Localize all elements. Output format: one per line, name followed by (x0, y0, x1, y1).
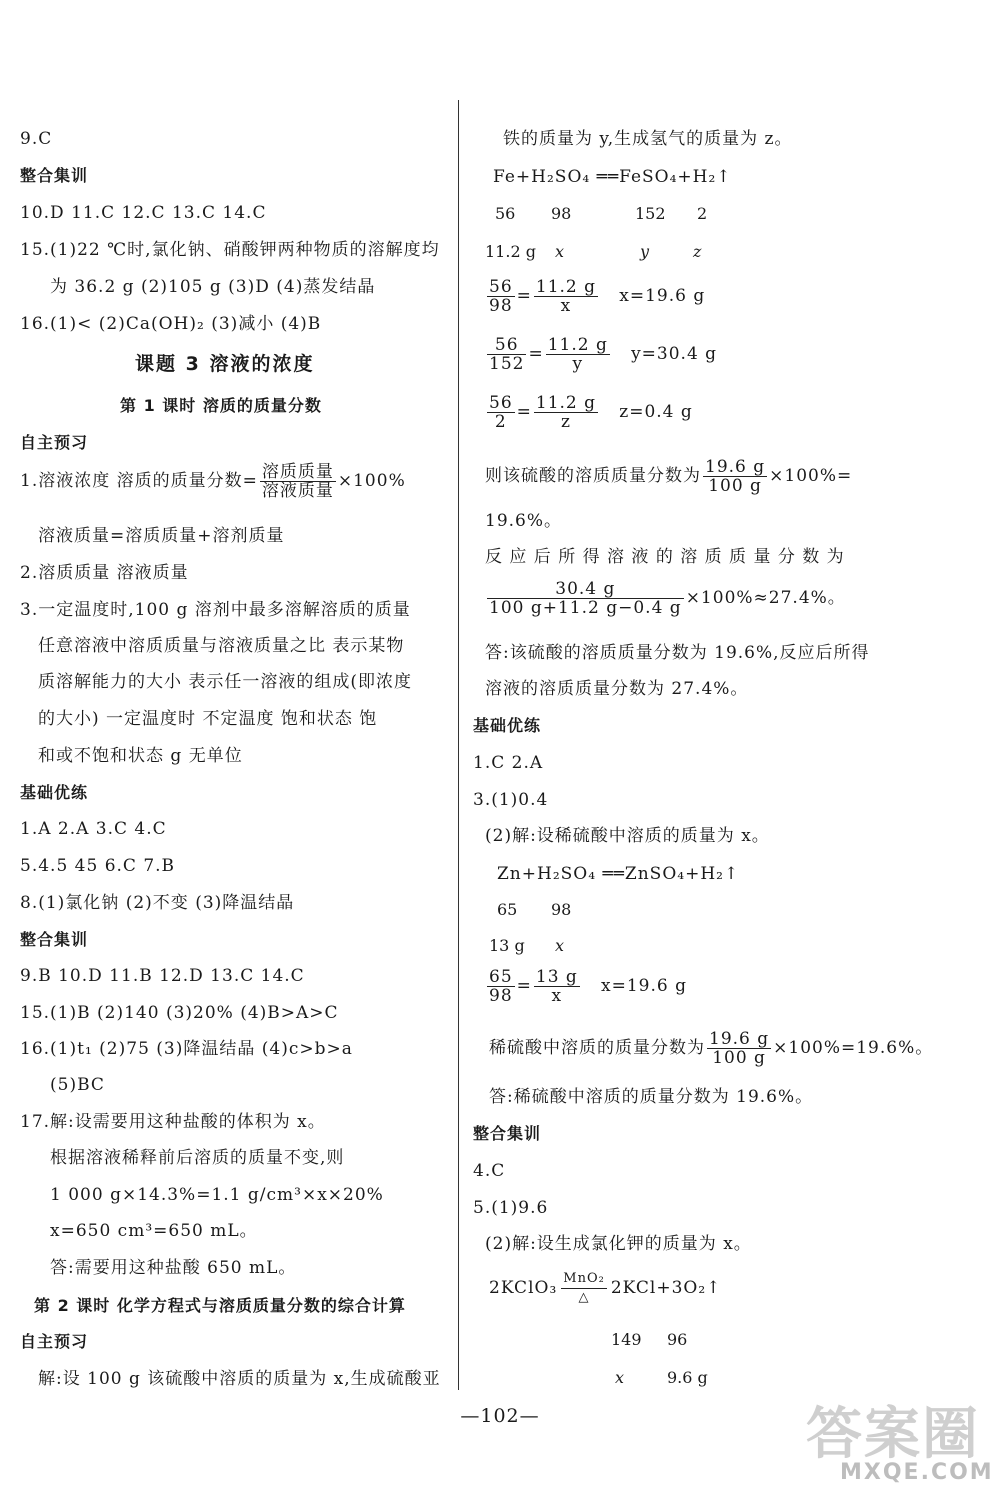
period-title: 第 1 课时 溶质的质量分数 (120, 396, 322, 415)
fraction-numerator: 11.2 g (535, 393, 597, 413)
answer-line: 16.(1)t₁ (2)75 (3)降温结晶 (4)c>b>a (20, 1039, 353, 1059)
proportion-line: $\frac{65}{98}$ = $\frac{13 g}{x}$ x=19.6 g (489, 967, 688, 1006)
fraction-denominator: 98 (489, 986, 513, 1006)
molar-mass: 56 (495, 204, 516, 223)
fraction-denominator: 152 (489, 354, 525, 374)
fraction-denominator: x (560, 296, 572, 316)
fraction-numerator: 11.2 g (535, 277, 597, 297)
mass-fraction (260, 463, 336, 500)
molar-mass: 152 (635, 204, 666, 223)
answer-line: 的大小) 一定温度时 不定温度 饱和状态 饱 (38, 709, 378, 729)
section-heading: 整合集训 (20, 166, 89, 185)
answer-line: 9.C (20, 129, 53, 149)
reaction-condition (561, 1270, 607, 1307)
chemical-equation (489, 1270, 721, 1307)
percent-line (485, 580, 846, 617)
answer-line: 答:稀硫酸中溶质的质量分数为 19.6%。 (489, 1087, 814, 1107)
answer-line: 答:需要用这种盐酸 650 mL。 (50, 1258, 297, 1278)
ratio-left (487, 278, 515, 315)
percent-line (485, 458, 852, 495)
answer-line: (5)BC (50, 1075, 105, 1095)
proportion-line: $\frac{56}{2}$ = $\frac{11.2 g}{z}$ z=0.4 g (489, 393, 693, 432)
formula-suffix: ×100% (337, 471, 406, 491)
column-divider (458, 100, 459, 1390)
variable: y (640, 242, 650, 261)
fraction-numerator: 19.6 g (709, 1029, 770, 1049)
answer-line: 15.(1)B (2)140 (3)20% (4)B>A>C (20, 1003, 339, 1023)
answer-line: 和或不饱和状态 g 无单位 (38, 746, 243, 766)
answer-line: 8.(1)氯化钠 (2)不变 (3)降温结晶 (20, 893, 295, 913)
molar-mass: 96 (667, 1330, 688, 1349)
result: z=0.4 g (619, 402, 693, 422)
fraction-numerator: 溶质质量 (261, 462, 334, 482)
fraction-numerator: 11.2 g (547, 335, 608, 355)
quantity: 11.2 g (485, 242, 536, 261)
text: 则该硫酸的溶质质量分数为 (485, 466, 701, 486)
variable: z (693, 242, 702, 261)
watermark-url: MXQE.COM (840, 1460, 994, 1485)
answer-line: 为 36.2 g (2)105 g (3)D (4)蒸发结晶 (50, 277, 376, 297)
fraction-denominator: 98 (489, 296, 513, 316)
answer-line: 2.溶质质量 溶液质量 (20, 563, 189, 583)
answer-line: (2)解:设稀硫酸中溶质的质量为 x。 (485, 826, 770, 846)
fraction-denominator: 100 g (712, 1048, 766, 1068)
answer-line: 溶液的溶质质量分数为 27.4%。 (485, 679, 749, 699)
ratio-right (534, 968, 580, 1005)
section-heading: 整合集训 (20, 930, 89, 949)
answer-line: 1 000 g×14.3%=1.1 g/cm³×x×20% (50, 1185, 384, 1205)
answer-line: 3.(1)0.4 (473, 790, 549, 810)
answer-line: 溶液质量=溶质质量+溶剂质量 (38, 526, 285, 546)
answer-line: 任意溶液中溶质质量与溶液质量之比 表示某物 (38, 636, 405, 656)
fraction (703, 458, 767, 495)
fraction-denominator: 溶液质量 (261, 481, 334, 501)
ratio-right (534, 394, 598, 431)
answer-line: 16.(1)< (2)Ca(OH)₂ (3)减小 (4)B (20, 314, 322, 334)
result: x=19.6 g (619, 286, 706, 306)
answer-line: 质溶解能力的大小 表示任一溶液的组成(即浓度 (38, 672, 413, 692)
watermark-text: 答案圈 (806, 1402, 980, 1467)
result: x=19.6 g (601, 976, 688, 996)
variable: x (555, 936, 565, 955)
ratio-right (546, 336, 610, 373)
percent-line (489, 1030, 933, 1067)
lesson-title: 课题 3 溶液的浓度 (135, 353, 315, 375)
text: ×100%= (769, 466, 853, 486)
result: y=30.4 g (631, 344, 718, 364)
ratio-left (487, 394, 515, 431)
answer-line: 反 应 后 所 得 溶 液 的 溶 质 质 量 分 数 为 (485, 547, 845, 567)
section-heading: 自主预习 (20, 1332, 89, 1351)
product: 2KCl+3O₂↑ (610, 1278, 722, 1298)
answer-line: 5.4.5 45 6.C 7.B (20, 856, 176, 876)
formula-prefix: 1.溶液浓度 溶质的质量分数= (20, 471, 258, 491)
answer-line: 根据溶液稀释前后溶质的质量不变,则 (50, 1148, 345, 1168)
answer-line: 解:设 100 g 该硫酸中溶质的质量为 x,生成硫酸亚 (38, 1369, 441, 1389)
answer-line: 1.C 2.A (473, 753, 544, 773)
text: ×100%≈27.4%。 (685, 588, 846, 608)
fraction (487, 580, 684, 617)
answer-line: x=650 cm³=650 mL。 (50, 1221, 258, 1241)
chemical-equation: Zn+H₂SO₄ ══ZnSO₄+H₂↑ (497, 864, 740, 884)
fraction-denominator: z (560, 412, 571, 432)
fraction-denominator: 100 g (708, 476, 762, 496)
formula-line (20, 463, 406, 500)
answer-line: 1.A 2.A 3.C 4.C (20, 819, 167, 839)
answer-line: 19.6%。 (485, 511, 563, 531)
fraction-denominator: y (572, 354, 584, 374)
section-heading: 基础优练 (20, 783, 89, 802)
answer-line: (2)解:设生成氯化钾的质量为 x。 (485, 1234, 752, 1254)
answer-line: 10.D 11.C 12.C 13.C 14.C (20, 203, 267, 223)
heat-symbol: △ (578, 1290, 590, 1305)
reactant: 2KClO₃ (489, 1278, 558, 1298)
section-heading: 自主预习 (20, 433, 89, 452)
proportion-line: $\frac{56}{152}$ = $\frac{11.2 g}{y}$ y=30.4 g (489, 335, 718, 374)
answer-line: 4.C (473, 1161, 506, 1181)
fraction-numerator: 65 (489, 967, 513, 987)
answer-line: 9.B 10.D 11.B 12.D 13.C 14.C (20, 966, 305, 986)
section-heading: 整合集训 (473, 1124, 542, 1143)
fraction-numerator: 30.4 g (487, 580, 684, 599)
answer-line: 答:该硫酸的溶质质量分数为 19.6%,反应后所得 (485, 643, 870, 663)
answer-line: 铁的质量为 y,生成氢气的质量为 z。 (503, 129, 793, 149)
molar-mass: 65 (497, 900, 518, 919)
answer-line: 3.一定温度时,100 g 溶剂中最多溶解溶质的质量 (20, 600, 411, 620)
variable: x (615, 1368, 625, 1387)
proportion-line: $\frac{56}{98}$ = $\frac{11.2 g}{x}$ x=19.6 g (489, 277, 706, 316)
page-number: —102— (460, 1405, 540, 1427)
answer-line: 5.(1)9.6 (473, 1198, 549, 1218)
section-heading: 基础优练 (473, 716, 542, 735)
molar-mass: 98 (551, 204, 572, 223)
fraction-numerator: 19.6 g (705, 457, 766, 477)
ratio-left (487, 968, 515, 1005)
period-title: 第 2 课时 化学方程式与溶质质量分数的综合计算 (34, 1296, 406, 1315)
molar-mass: 149 (611, 1330, 642, 1349)
fraction-denominator: 2 (494, 412, 507, 432)
molar-mass: 2 (697, 204, 708, 223)
quantity: 13 g (489, 936, 525, 955)
fraction-numerator: 56 (489, 277, 513, 297)
catalyst: MnO₂ (561, 1270, 607, 1289)
chemical-equation: Fe+H₂SO₄ ══FeSO₄+H₂↑ (493, 167, 732, 187)
fraction-numerator: 56 (489, 393, 513, 413)
answer-line: 15.(1)22 ℃时,氯化钠、硝酸钾两种物质的溶解度均 (20, 240, 440, 260)
ratio-right (534, 278, 598, 315)
fraction-denominator: 100 g+11.2 g−0.4 g (489, 598, 682, 618)
answer-line: 17.解:设需要用这种盐酸的体积为 x。 (20, 1112, 326, 1132)
watermark-logo (800, 1390, 995, 1495)
ratio-left (487, 336, 526, 373)
fraction-denominator: x (551, 986, 563, 1006)
quantity: 9.6 g (667, 1368, 708, 1387)
variable: x (555, 242, 565, 261)
fraction-numerator: 13 g (535, 967, 578, 987)
fraction-numerator: 56 (487, 336, 526, 355)
text: ×100%=19.6%。 (773, 1038, 934, 1058)
fraction (707, 1030, 771, 1067)
molar-mass: 98 (551, 900, 572, 919)
text: 稀硫酸中溶质的质量分数为 (489, 1038, 705, 1058)
